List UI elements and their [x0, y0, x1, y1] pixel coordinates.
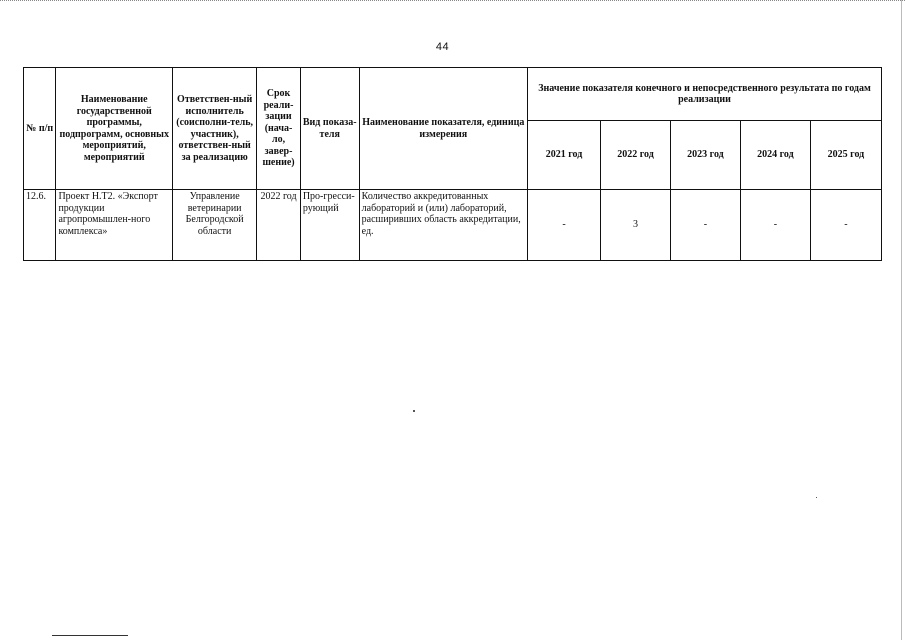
- header-values-group: Значение показателя конечного и непосредственного результата по годам реализации: [527, 68, 881, 121]
- scan-speck: [413, 410, 415, 412]
- scan-edge-right: [901, 0, 902, 640]
- header-num: № п/п: [24, 68, 56, 190]
- page-number: 44: [435, 41, 450, 53]
- header-term: Срок реали-зации (нача-ло, завер-шение): [257, 68, 301, 190]
- scan-edge-top: [0, 0, 905, 3]
- cell-num: 12.6.: [24, 190, 56, 261]
- header-year-2022: 2022 год: [601, 121, 671, 190]
- header-year-2024: 2024 год: [740, 121, 810, 190]
- indicator-table: [23, 67, 882, 261]
- cell-value-2025: -: [810, 190, 881, 261]
- cell-value-2024: -: [740, 190, 810, 261]
- header-type: Вид показа-теля: [300, 68, 359, 190]
- header-year-2025: 2025 год: [810, 121, 881, 190]
- header-executor: Ответствен-ный исполнитель (соисполни-тель, участник), ответствен-ный за реализацию: [173, 68, 257, 190]
- cell-value-2023: -: [670, 190, 740, 261]
- cell-type: Про-гресси-рующий: [300, 190, 359, 261]
- cell-program: Проект Н.Т2. «Экспорт продукции агропромышлен-ного комплекса»: [56, 190, 173, 261]
- cell-term: 2022 год: [257, 190, 301, 261]
- cell-value-2021: -: [527, 190, 600, 261]
- cell-executor: Управление ветеринарии Белгородской области: [173, 190, 257, 261]
- table-row: [24, 190, 882, 261]
- header-year-2021: 2021 год: [527, 121, 600, 190]
- footnote-separator: [52, 635, 128, 636]
- header-program: Наименование государственной программы, подпрограмм, основных мероприятий, мероприятий: [56, 68, 173, 190]
- header-indicator: Наименование показателя, единица измерения: [359, 68, 527, 190]
- cell-value-2022: 3: [601, 190, 671, 261]
- scan-speck: [816, 497, 817, 498]
- cell-indicator: Количество аккредитованных лабораторий и (или) лабораторий, расширивших область аккредитации, ед.: [359, 190, 527, 261]
- header-year-2023: 2023 год: [670, 121, 740, 190]
